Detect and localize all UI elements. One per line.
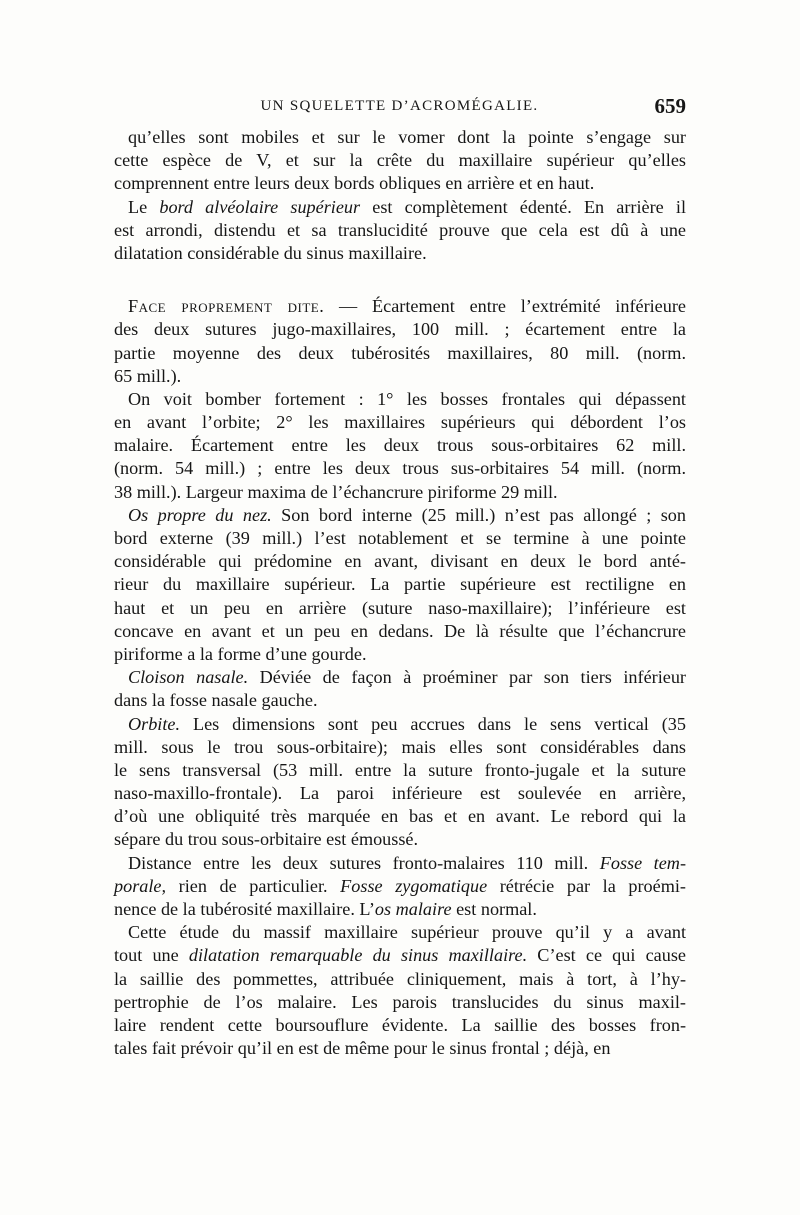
- text-segment: rien de particulier.: [166, 875, 341, 896]
- text-segment: cette espèce de V, et sur la crête du maxillaire supérieur qu’elles: [114, 150, 686, 171]
- text-line: [114, 342, 686, 365]
- text-segment: d’où une obliquité très marquée en bas et en avant. Le rebord qui la: [114, 806, 686, 827]
- text-line: [114, 968, 686, 991]
- text-line: [114, 597, 686, 620]
- text-line: [114, 481, 686, 504]
- text-line: [114, 527, 686, 550]
- text-line: [114, 172, 686, 195]
- text-segment: le sens transversal (53 mill. entre la suture fronto-jugale et la suture: [114, 759, 686, 780]
- text-segment: C’est ce qui cause: [527, 945, 686, 966]
- text-segment: Les dimensions sont peu accrues dans le sens vertical (35: [180, 713, 686, 734]
- text-line: [114, 713, 686, 736]
- text-segment: considérable qui prédomine en avant, divisant en deux le bord anté-: [114, 551, 686, 572]
- text-segment: rieur du maxillaire supérieur. La partie supérieure est rectiligne en: [114, 574, 686, 595]
- text-line: [114, 1014, 686, 1037]
- paragraph: [114, 295, 686, 388]
- text-segment: Déviée de façon à proéminer par son tiers inférieur: [248, 667, 686, 688]
- text-line: [114, 875, 686, 898]
- body-text: [114, 126, 686, 1060]
- text-line: [114, 736, 686, 759]
- text-segment: pertrophie de l’os malaire. Les parois translucides du sinus maxil-: [114, 991, 686, 1012]
- text-segment: est arrondi, distendu et sa translucidité prouve que cela est dû à une: [114, 219, 686, 240]
- text-line: [114, 504, 686, 527]
- text-segment: tout une: [114, 945, 189, 966]
- text-segment: Cloison nasale.: [128, 667, 249, 688]
- text-segment: comprennent entre leurs deux bords obliques en arrière et en haut.: [114, 173, 595, 194]
- text-segment: sépare du trou sous-orbitaire est émoussé.: [114, 829, 419, 850]
- text-segment: est normal.: [451, 899, 537, 919]
- text-segment: Distance entre les deux sutures fronto-malaires 110 mill.: [128, 852, 600, 873]
- text-segment: Os propre du nez.: [128, 504, 272, 525]
- text-line: [114, 620, 686, 643]
- text-line: [114, 852, 686, 875]
- text-line: [114, 782, 686, 805]
- running-title: UN SQUELETTE D’ACROMÉGALIE.: [260, 98, 539, 114]
- text-line: [114, 828, 686, 851]
- text-segment: nence de la tubérosité maxillaire. L’: [114, 899, 375, 919]
- text-line: [114, 196, 686, 219]
- paragraph: [114, 713, 686, 852]
- text-line: [114, 242, 686, 265]
- paragraph: [114, 126, 686, 196]
- text-segment: Fosse zygomatique: [340, 875, 488, 896]
- paragraph: [114, 196, 686, 266]
- text-segment: rétrécie par la proémi-: [487, 875, 686, 896]
- text-segment: dilatation considérable du sinus maxillaire.: [114, 242, 427, 263]
- paragraph-gap: [114, 265, 686, 295]
- text-segment: malaire. Écartement entre les deux trous sous-orbitaires 62 mill.: [114, 435, 686, 456]
- text-segment: concave en avant et un peu en dedans. De là résulte que l’échancrure: [114, 620, 686, 641]
- text-line: [114, 149, 686, 172]
- text-line: [114, 805, 686, 828]
- text-line: [114, 219, 686, 242]
- text-segment: 65 mill.).: [114, 365, 182, 386]
- text-line: [114, 295, 686, 318]
- text-segment: des deux sutures jugo-maxillaires, 100 mill. ; écartement entre la: [114, 319, 686, 340]
- text-segment: naso-maxillo-frontale). La paroi inférieure est soulevée en arrière,: [114, 783, 686, 804]
- text-line: [114, 126, 686, 149]
- text-segment: bord externe (39 mill.) l’est notablement et se termine à une pointe: [114, 528, 686, 548]
- text-segment: dans la fosse nasale gauche.: [114, 690, 318, 711]
- text-segment: en avant l’orbite; 2° les maxillaires supérieurs qui débordent l’os: [114, 412, 686, 433]
- paragraph: [114, 388, 686, 504]
- paragraph: [114, 921, 686, 1060]
- text-line: [114, 457, 686, 480]
- text-segment: la saillie des pommettes, attribuée cliniquement, mais à tort, à l’hy-: [114, 968, 686, 989]
- text-segment: porale,: [114, 875, 167, 896]
- text-segment: (norm. 54 mill.) ; entre les deux trous sus-orbitaires 54 mill. (norm.: [114, 458, 686, 479]
- text-line: [114, 898, 686, 921]
- text-segment: Son bord interne (25 mill.) n’est pas allongé ; son: [271, 504, 686, 525]
- text-segment: laire rendent cette boursouflure évidente. La saillie des bosses fron-: [114, 1014, 686, 1035]
- text-line: [114, 643, 686, 666]
- text-segment: tales fait prévoir qu’il en est de même pour le sinus frontal ; déjà, en: [114, 1038, 611, 1059]
- text-line: [114, 921, 686, 944]
- text-line: [114, 365, 686, 388]
- paragraph: [114, 504, 686, 666]
- text-line: [114, 689, 686, 712]
- paragraph: [114, 852, 686, 922]
- text-line: [114, 550, 686, 573]
- text-line: [114, 573, 686, 596]
- text-line: [114, 411, 686, 434]
- text-line: [114, 434, 686, 457]
- text-line: [114, 1037, 686, 1060]
- text-segment: os malaire: [374, 899, 452, 919]
- text-segment: qu’elles sont mobiles et sur le vomer dont la pointe s’engage sur: [128, 127, 686, 147]
- text-segment: mill. sous le trou sous-orbitaire); mais elles sont considérables dans: [114, 736, 686, 757]
- text-segment: Cette étude du massif maxillaire supérieur prouve qu’il y a avant: [128, 922, 686, 943]
- text-segment: haut et un peu en arrière (suture naso-maxillaire); l’inférieure est: [114, 597, 686, 618]
- text-segment: 38 mill.). Largeur maxima de l’échancrure piriforme 29 mill.: [114, 481, 558, 502]
- text-line: [114, 759, 686, 782]
- text-line: [114, 991, 686, 1014]
- text-line: [114, 666, 686, 689]
- text-segment: Orbite.: [128, 713, 181, 734]
- text-line: [114, 944, 686, 967]
- text-segment: Fosse tem-: [599, 852, 686, 873]
- text-segment: — Écartement entre l’extrémité inférieure: [324, 296, 686, 317]
- text-line: [114, 318, 686, 341]
- text-segment: piriforme a la forme d’une gourde.: [114, 643, 367, 664]
- text-line: [114, 388, 686, 411]
- text-segment: dilatation remarquable du sinus maxillaire.: [188, 945, 528, 966]
- text-segment: bord alvéolaire supérieur: [159, 196, 361, 217]
- text-segment: Face proprement dite.: [128, 296, 325, 317]
- text-segment: On voit bomber fortement : 1° les bosses frontales qui dépassent: [128, 388, 686, 409]
- text-segment: partie moyenne des deux tubérosités maxillaires, 80 mill. (norm.: [114, 342, 686, 363]
- page-number: 659: [654, 94, 686, 118]
- text-segment: Le: [128, 196, 160, 217]
- paragraph: [114, 666, 686, 712]
- page-header: [113, 94, 686, 122]
- text-segment: est complètement édenté. En arrière il: [360, 196, 686, 217]
